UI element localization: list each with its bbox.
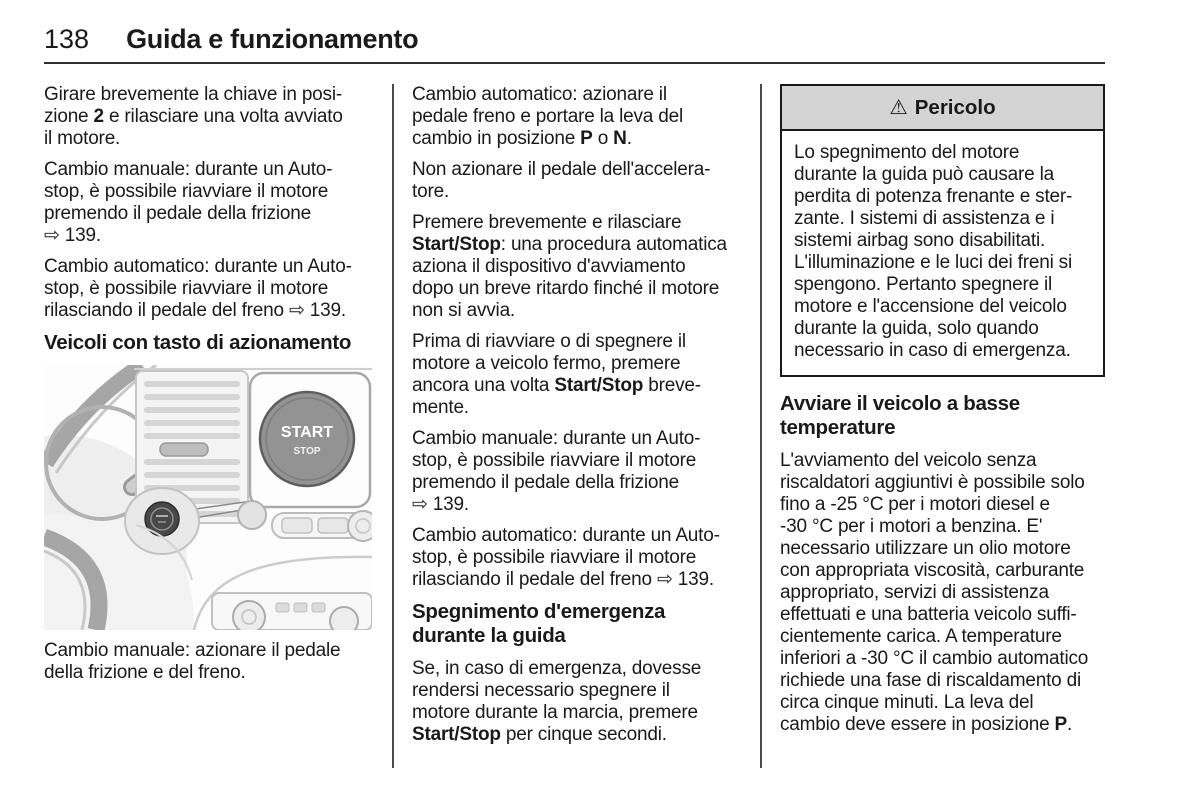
paragraph-key-start: Girare brevemente la chiave in posi- zione 2 e rilasciare una volta avviato il motore. <box>44 84 343 149</box>
paragraph-press-startstop: Premere brevemente e rilasciare Start/Stop: una procedura automatica aziona il dispositivo d'avviamento dopo un breve ritardo finché il motore non si avvia. <box>412 212 727 321</box>
paragraph-emergency-procedure: Se, in caso di emergenza, dovesse rendersi necessario spegnere il motore durante la marcia, premere Start/Stop per cinque secondi. <box>412 658 702 745</box>
dash-round-button <box>238 501 266 529</box>
image-caption: Cambio manuale: azionare il pedale della frizione e del freno. <box>44 640 341 683</box>
paragraph-restart-stopped: Prima di riavviare o di spegnere il motore a veicolo fermo, premere ancora una volta Start/Stop breve- mente. <box>412 331 701 418</box>
start-label: START <box>280 424 334 441</box>
climate-knob-left <box>233 601 265 630</box>
heading-emergency-shutoff: Spegnimento d'emergenza durante la guida <box>412 600 666 647</box>
paragraph-automatic-autostop-2: Cambio automatico: durante un Auto- stop, è possibile riavviare il motore rilasciando il pedale del freno ⇨ 139. <box>412 525 720 590</box>
dashboard-illustration <box>44 365 372 630</box>
column-divider <box>392 84 394 768</box>
danger-title: Pericolo <box>914 96 996 119</box>
header-rule <box>44 62 1105 64</box>
column-middle <box>412 84 742 768</box>
content-columns <box>44 84 1105 768</box>
column-left <box>44 84 374 768</box>
paragraph-automatic-autostop: Cambio automatico: durante un Auto- stop, è possibile riavviare il motore rilasciando il pedale del freno ⇨ 139. <box>44 256 352 321</box>
heading-power-button-vehicles: Veicoli con tasto di azionamento <box>44 331 352 354</box>
paragraph-no-accelerator: Non azionare il pedale dell'accelera- tore. <box>412 159 711 202</box>
warning-triangle-icon: ⚠ <box>889 96 908 119</box>
paragraph-automatic-start: Cambio automatico: azionare il pedale freno e portare la leva del cambio in posizione P o N. <box>412 84 684 149</box>
heading-cold-start: Avviare il veicolo a basse temperature <box>780 392 1020 439</box>
column-divider <box>760 84 762 768</box>
climate-knob-right <box>330 607 358 630</box>
paragraph-manual-autostop-2: Cambio manuale: durante un Auto- stop, è possibile riavviare il motore premendo il pedale della frizione ⇨ 139. <box>412 428 701 515</box>
danger-warning-box <box>780 84 1105 377</box>
dashboard-drawing <box>44 365 372 630</box>
column-right <box>780 84 1105 768</box>
page-number: 138 <box>44 24 90 54</box>
page-title: Guida e funzionamento <box>126 24 419 54</box>
vent-slider <box>160 443 208 456</box>
stop-label: STOP <box>293 446 321 457</box>
page-header <box>0 0 1200 55</box>
danger-box-header <box>782 86 1103 131</box>
control-knob <box>348 511 372 541</box>
paragraph-manual-autostop: Cambio manuale: durante un Auto- stop, è possibile riavviare il motore premendo il pedale della frizione ⇨ 139. <box>44 159 333 246</box>
paragraph-cold-start: L'avviamento del veicolo senza riscaldatori aggiuntivi è possibile solo fino a -25 °C per i motori diesel e -30 °C per i motori a benzina. E' necessario utilizzare un olio motore con appropriata viscosità, carburante appropriato, servizi di assistenza effettuati e una batteria veicolo suffi- cientemente carica. A temperature inferiori a -30 °C il cambio automatico richiede una fase di riscaldamento di circa cinque minuti. La leva del cambio deve essere in posizione P. <box>780 450 1089 735</box>
danger-box-body: Lo spegnimento del motore durante la guida può causare la perdita di potenza frenante e ster- zante. I sistemi di assistenza e i sistemi airbag sono disabilitati. L'illuminazione e le luci dei freni si spengono. Pertanto spegnere il motore e l'accensione del veicolo durante la guida, solo quando necessario in caso di emergenza. <box>794 142 1073 361</box>
